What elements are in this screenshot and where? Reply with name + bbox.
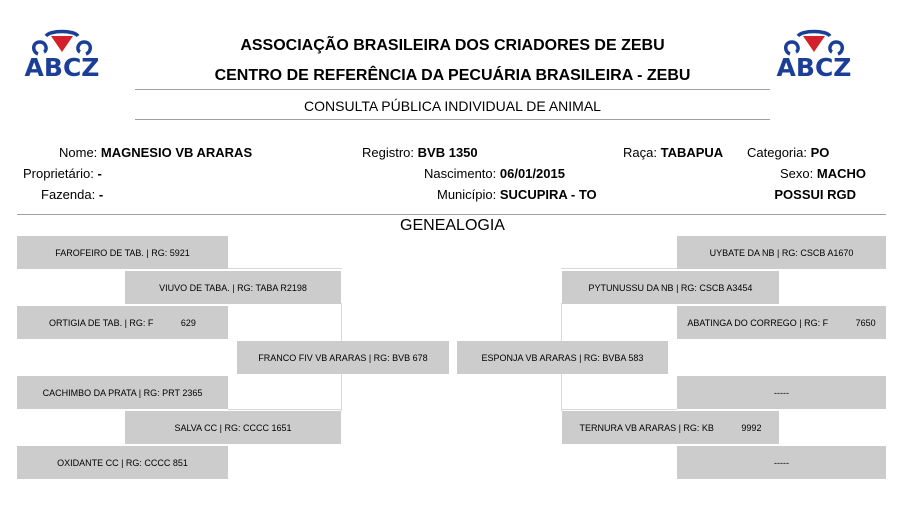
nascimento-label: Nascimento: [424,166,497,181]
connector-line [561,373,562,411]
bisavo-box: OXIDANTE CC | RG: CCCC 851 [17,446,228,479]
proprietario-value: - [97,166,102,181]
rgd-status [774,187,856,202]
page-subtitle-center: CENTRO DE REFERÊNCIA DA PECUÁRIA BRASILEIRA - ZEBU [214,67,691,84]
raca-value: TABAPUA [660,145,724,160]
bisavo-box: ABATINGA DO CORREGO | RG: F 7650 [677,306,886,339]
bisavo-box: ----- [677,446,886,479]
bisavo-box: FAROFEIRO DE TAB. | RG: 5921 [17,236,228,269]
avo-materno-box: PYTUNUSSU DA NB | RG: CSCB A3454 [562,271,779,304]
avo-paterna-box: SALVA CC | RG: CCCC 1651 [125,411,341,444]
logo-text: ABCZ [776,53,852,82]
pai-box: FRANCO FIV VB ARARAS | RG: BVB 678 [237,341,449,374]
sexo-label: Sexo: [780,166,814,181]
proprietario-field [23,166,102,181]
rgd-value: POSSUI RGD [774,187,856,202]
nome-label: Nome: [59,145,98,160]
categoria-label: Categoria: [747,145,807,160]
page-subtitle: CONSULTA PÚBLICA INDIVIDUAL DE ANIMAL [304,98,601,114]
municipio-field [437,187,597,202]
nome-value: MAGNESIO VB ARARAS [100,145,253,160]
bisavo-box: ----- [677,376,886,409]
logo-text: ABCZ [24,53,100,82]
sexo-value: MACHO [816,166,866,181]
connector-line [341,373,342,411]
connector-line [341,303,342,341]
genealogia-title: GENEALOGIA [400,217,505,234]
municipio-label: Município: [437,187,497,202]
registro-field [362,145,478,160]
page-title: ASSOCIAÇÃO BRASILEIRA DOS CRIADORES DE ZEBU [240,37,665,54]
nome-field [59,145,252,160]
proprietario-label: Proprietário: [23,166,94,181]
bisavo-box: ORTIGIA DE TAB. | RG: F 629 [17,306,228,339]
bisavo-box: UYBATE DA NB | RG: CSCB A1670 [677,236,886,269]
connector-line [228,268,342,269]
nascimento-value: 06/01/2015 [499,166,565,181]
connector-line [561,303,562,341]
registro-label: Registro: [362,145,415,160]
avo-paterno-box: VIUVO DE TABA. | RG: TABA R2198 [125,271,341,304]
fazenda-label: Fazenda: [41,187,96,202]
avo-materna-box: TERNURA VB ARARAS | RG: KB 9992 [562,411,779,444]
fazenda-value: - [98,187,104,202]
categoria-value: PO [810,145,830,160]
raca-label: Raça: [623,145,657,160]
nascimento-field [424,166,565,181]
municipio-value: SUCUPIRA - TO [499,187,597,202]
registro-value: BVB 1350 [417,145,478,160]
connector-line [228,409,342,410]
bisavo-box: CACHIMBO DA PRATA | RG: PRT 2365 [17,376,228,409]
header-divider [135,89,770,90]
mae-box: ESPONJA VB ARARAS | RG: BVBA 583 [457,341,668,374]
categoria-field [747,145,829,160]
connector-line [561,268,677,269]
sexo-field [780,166,866,181]
raca-field [623,145,723,160]
section-divider [17,214,886,215]
header-divider [135,119,770,120]
connector-line [561,409,677,410]
fazenda-field [41,187,103,202]
